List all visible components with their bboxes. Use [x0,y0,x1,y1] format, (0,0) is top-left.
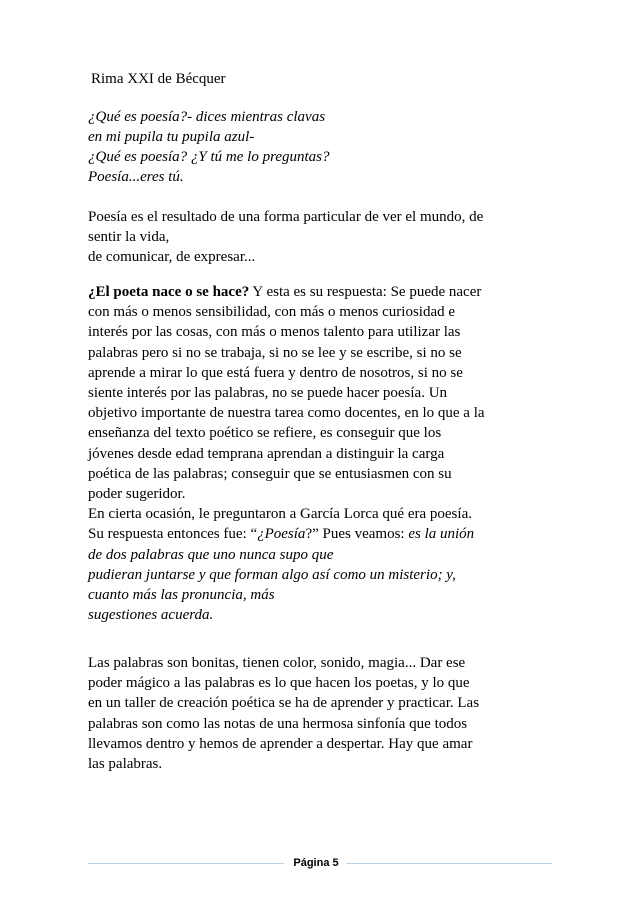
text-line: las palabras. [88,756,163,773]
italic-word: ¿Poesía [257,526,306,543]
quote-span: es la unión [408,526,475,543]
text-line: enseñanza del texto poético se refiere, es conseguir que los [88,425,442,442]
text-line: objetivo importante de nuestra tarea como docentes, en lo que a la [88,405,485,422]
page-number: Página 5 [293,857,339,869]
text-line: En cierta ocasión, le preguntaron a García Lorca qué era poesía. [88,506,472,523]
main-paragraph [88,282,558,625]
text-line: interés por las cosas, con más o menos talento para utilizar las [88,324,461,341]
text-line: poética de las palabras; conseguir que se entusiasmen con su [88,465,452,482]
text-line: aprende a mirar lo que está fuera y dentro de nosotros, si no se [88,364,463,381]
text-span: ?” Pues veamos: [305,526,409,543]
poem-line: ¿Qué es poesía? ¿Y tú me lo preguntas? [88,149,330,165]
text-line [88,282,558,302]
poem-line: Poesía...eres tú. [88,169,184,185]
text-line: en un taller de creación poética se ha de aprender y practicar. Las [88,695,480,712]
footer-rule [88,863,284,864]
poem-line: ¿Qué es poesía?- dices mientras clavas [88,109,326,125]
text-line: palabras son como las notas de una hermosa sinfonía que todos [88,715,468,732]
text-line: poder sugeridor. [88,486,186,503]
text-line: Poesía es el resultado de una forma particular de ver el mundo, de [88,209,484,225]
document-title: Rima XXI de Bécquer [91,71,226,87]
text-line: llevamos dentro y hemos de aprender a despertar. Hay que amar [88,735,473,752]
text-span: Su respuesta entonces fue: “ [88,526,258,543]
quote-line: pudieran juntarse y que forman algo así como un misterio; y, [88,566,456,583]
text-line: sentir la vida, [88,229,170,246]
text-line: de comunicar, de expresar... [88,249,256,266]
question-heading: ¿El poeta nace o se hace? [88,284,250,300]
text-line [88,524,558,544]
text-line: poder mágico a las palabras es lo que hacen los poetas, y lo que [88,675,470,692]
text-line: con más o menos sensibilidad, con más o menos curiosidad e [88,304,456,321]
intro-paragraph [88,207,558,268]
quote-line: sugestiones acuerda. [88,607,214,624]
text-line: jóvenes desde edad temprana aprendan a distinguir la carga [88,445,445,462]
poem-stanza [88,107,330,187]
text-line: Las palabras son bonitas, tienen color, sonido, magia... Dar ese [88,655,466,671]
text-span: Y esta es su respuesta: Se puede nacer [249,284,482,300]
quote-line: de dos palabras que uno nunca supo que [88,546,334,563]
poem-line: en mi pupila tu pupila azul- [88,129,255,145]
page-footer [88,855,552,871]
text-line: palabras pero si no se trabaja, si no se lee y se escribe, si no se [88,344,462,361]
closing-paragraph [88,653,558,774]
text-line: siente interés por las palabras, no se puede hacer poesía. Un [88,385,448,402]
quote-line: cuanto más las pronuncia, más [88,587,275,604]
footer-rule [346,863,552,864]
